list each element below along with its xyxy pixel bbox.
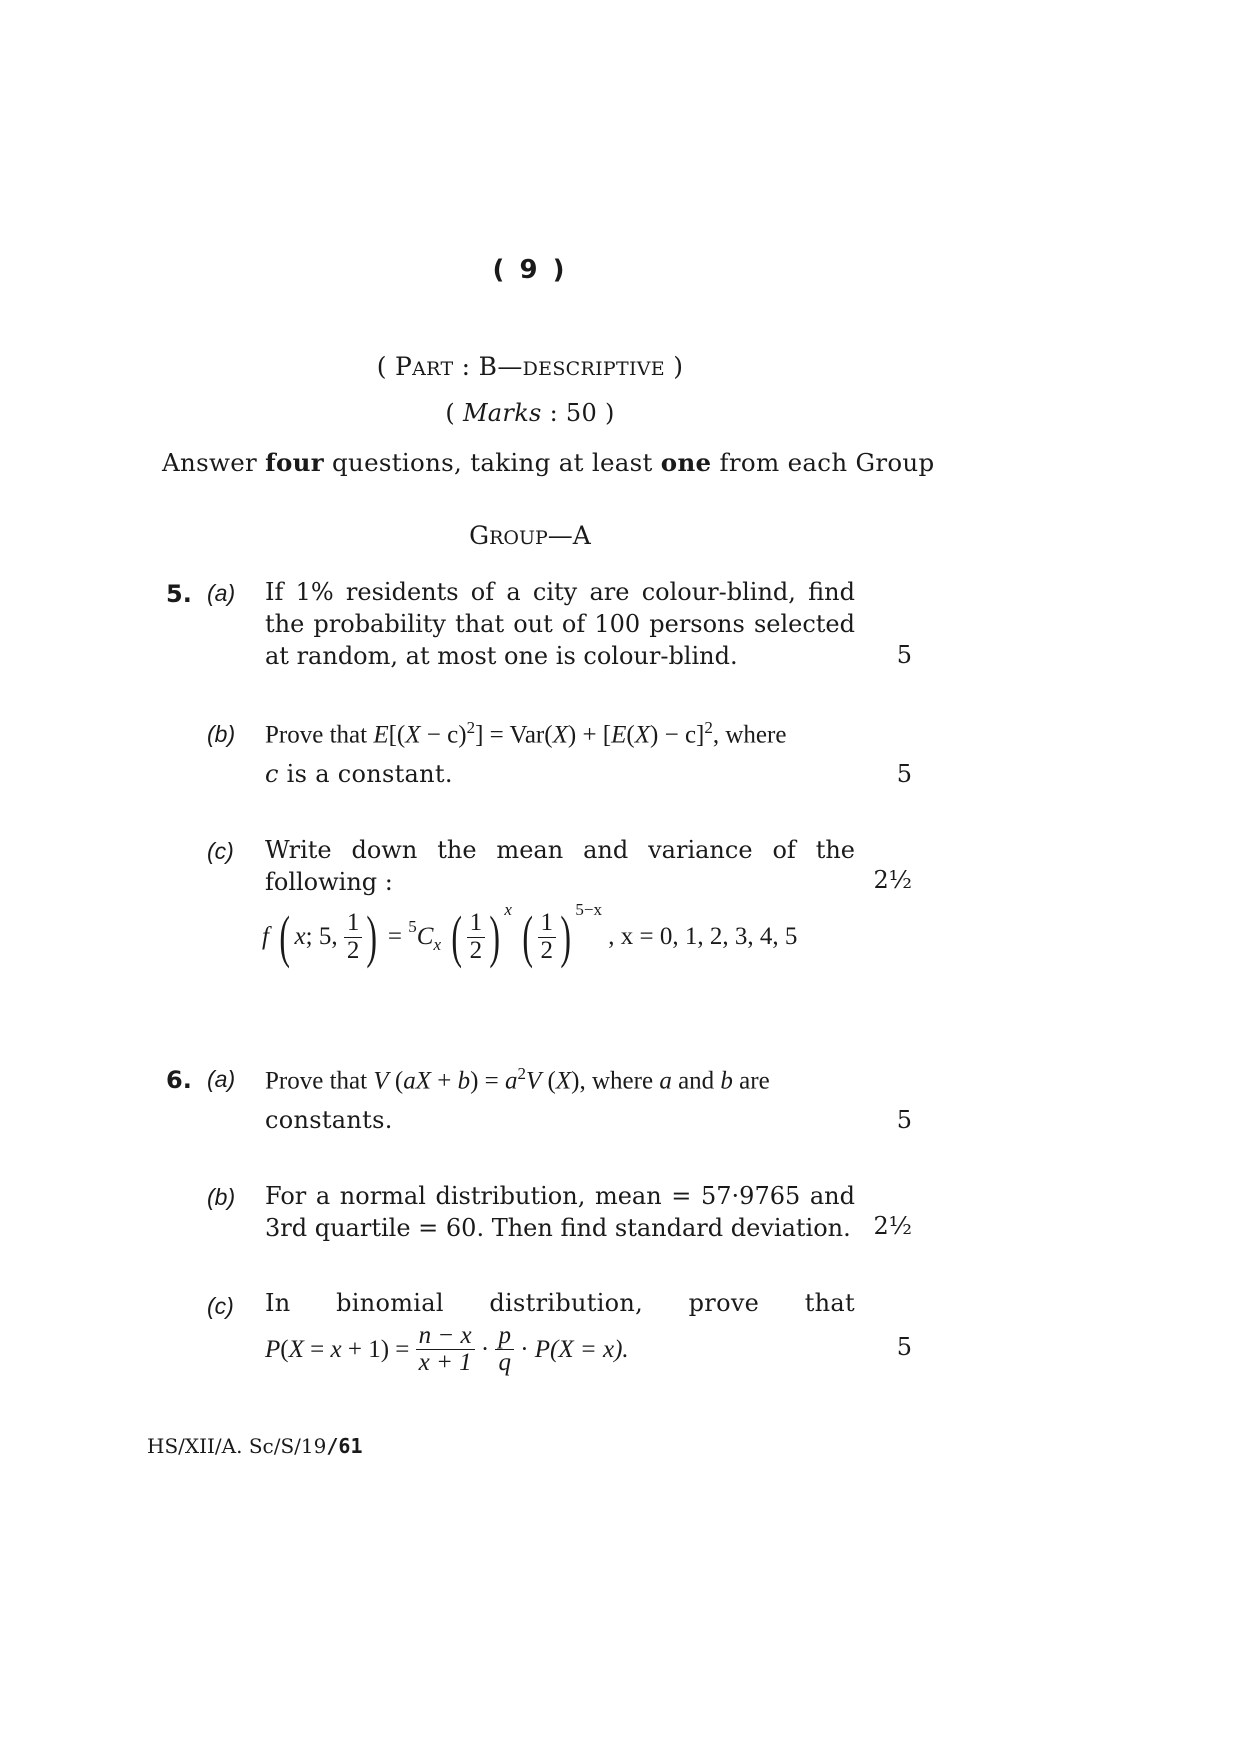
q6c-line1: In binomial distribution, prove that bbox=[265, 1289, 855, 1317]
paren-open: ( bbox=[522, 904, 534, 969]
fraction-half: $\frac{1}{2}$ bbox=[538, 910, 557, 964]
q5c-text: Write down the mean and variance of the following : bbox=[265, 836, 855, 896]
group-heading: GROUP—A bbox=[469, 521, 591, 550]
paren-close: ) bbox=[560, 904, 572, 969]
fraction-n-minus-x: $\frac{n - x}{x + 1}$ bbox=[416, 1323, 475, 1377]
question-6-number: 6. bbox=[166, 1066, 192, 1094]
q5c-label: (c) bbox=[207, 838, 234, 864]
q6b-marks: 2½ bbox=[873, 1212, 912, 1240]
q5a-marks: 5 bbox=[896, 641, 912, 669]
q6a-line1: Prove that V $(aX + b) = a^2V$ (X), where a and b are bbox=[265, 1064, 770, 1095]
q6b-label: (b) bbox=[207, 1184, 236, 1210]
paren-open: ( bbox=[279, 904, 291, 969]
q6b-text: For a normal distribution, mean = 57·9765 and 3rd quartile = 60. Then find standard deviation. bbox=[265, 1182, 855, 1242]
q6a-label: (a) bbox=[207, 1066, 236, 1092]
q5b-line2: c is a constant. bbox=[265, 760, 453, 788]
q6c-formula: P(X = x + 1) = $\frac{n - x}{x + 1}$ · $\frac{p}{q}$ · P(X = x). bbox=[265, 1322, 629, 1377]
fraction-half: $\frac{1}{2}$ bbox=[467, 910, 486, 964]
instruction: Answer four questions, taking at least one from each Group bbox=[162, 448, 935, 477]
q5c-formula: f ( x; 5, $\frac{1}{2}$ ) = $^5C_x$ ( $\frac{1}{2}$ ) $^x$ ( $\frac{1}{2}$ ) $^{5-x}$ , x = 0, 1, 2, 3, 4, 5 bbox=[262, 900, 798, 969]
q5b-marks: 5 bbox=[896, 760, 912, 788]
part-heading: ( PART : B—DESCRIPTIVE ) bbox=[376, 352, 684, 381]
question-5-number: 5. bbox=[166, 580, 192, 608]
paren-close: ) bbox=[366, 904, 378, 969]
q6a-marks: 5 bbox=[896, 1106, 912, 1134]
fraction-half: $\frac{1}{2}$ bbox=[344, 910, 363, 964]
q6c-marks: 5 bbox=[896, 1333, 912, 1361]
q5a-label: (a) bbox=[207, 580, 236, 606]
footer-code: HS/XII/A. Sc/S/19/61 bbox=[147, 1434, 363, 1458]
marks-heading: ( Marks : 50 ) bbox=[445, 399, 615, 427]
paren-close: ) bbox=[489, 904, 501, 969]
page-number: ( 9 ) bbox=[492, 255, 568, 285]
q6c-label: (c) bbox=[207, 1293, 234, 1319]
q5c-marks: 2½ bbox=[873, 866, 912, 894]
q5a-text: If 1% residents of a city are colour-blind, find the probability that out of 100 persons selected at random, at most one is colour-blind. bbox=[265, 578, 855, 670]
paren-open: ( bbox=[451, 904, 463, 969]
q5b-label: (b) bbox=[207, 721, 236, 747]
q6a-line2: constants. bbox=[265, 1106, 393, 1134]
fraction-p-over-q: $\frac{p}{q}$ bbox=[495, 1323, 514, 1377]
q5b-line1: Prove that $E[(X - c)^2] = Var(X) + [E(X) - c]^2$, where bbox=[265, 718, 787, 749]
